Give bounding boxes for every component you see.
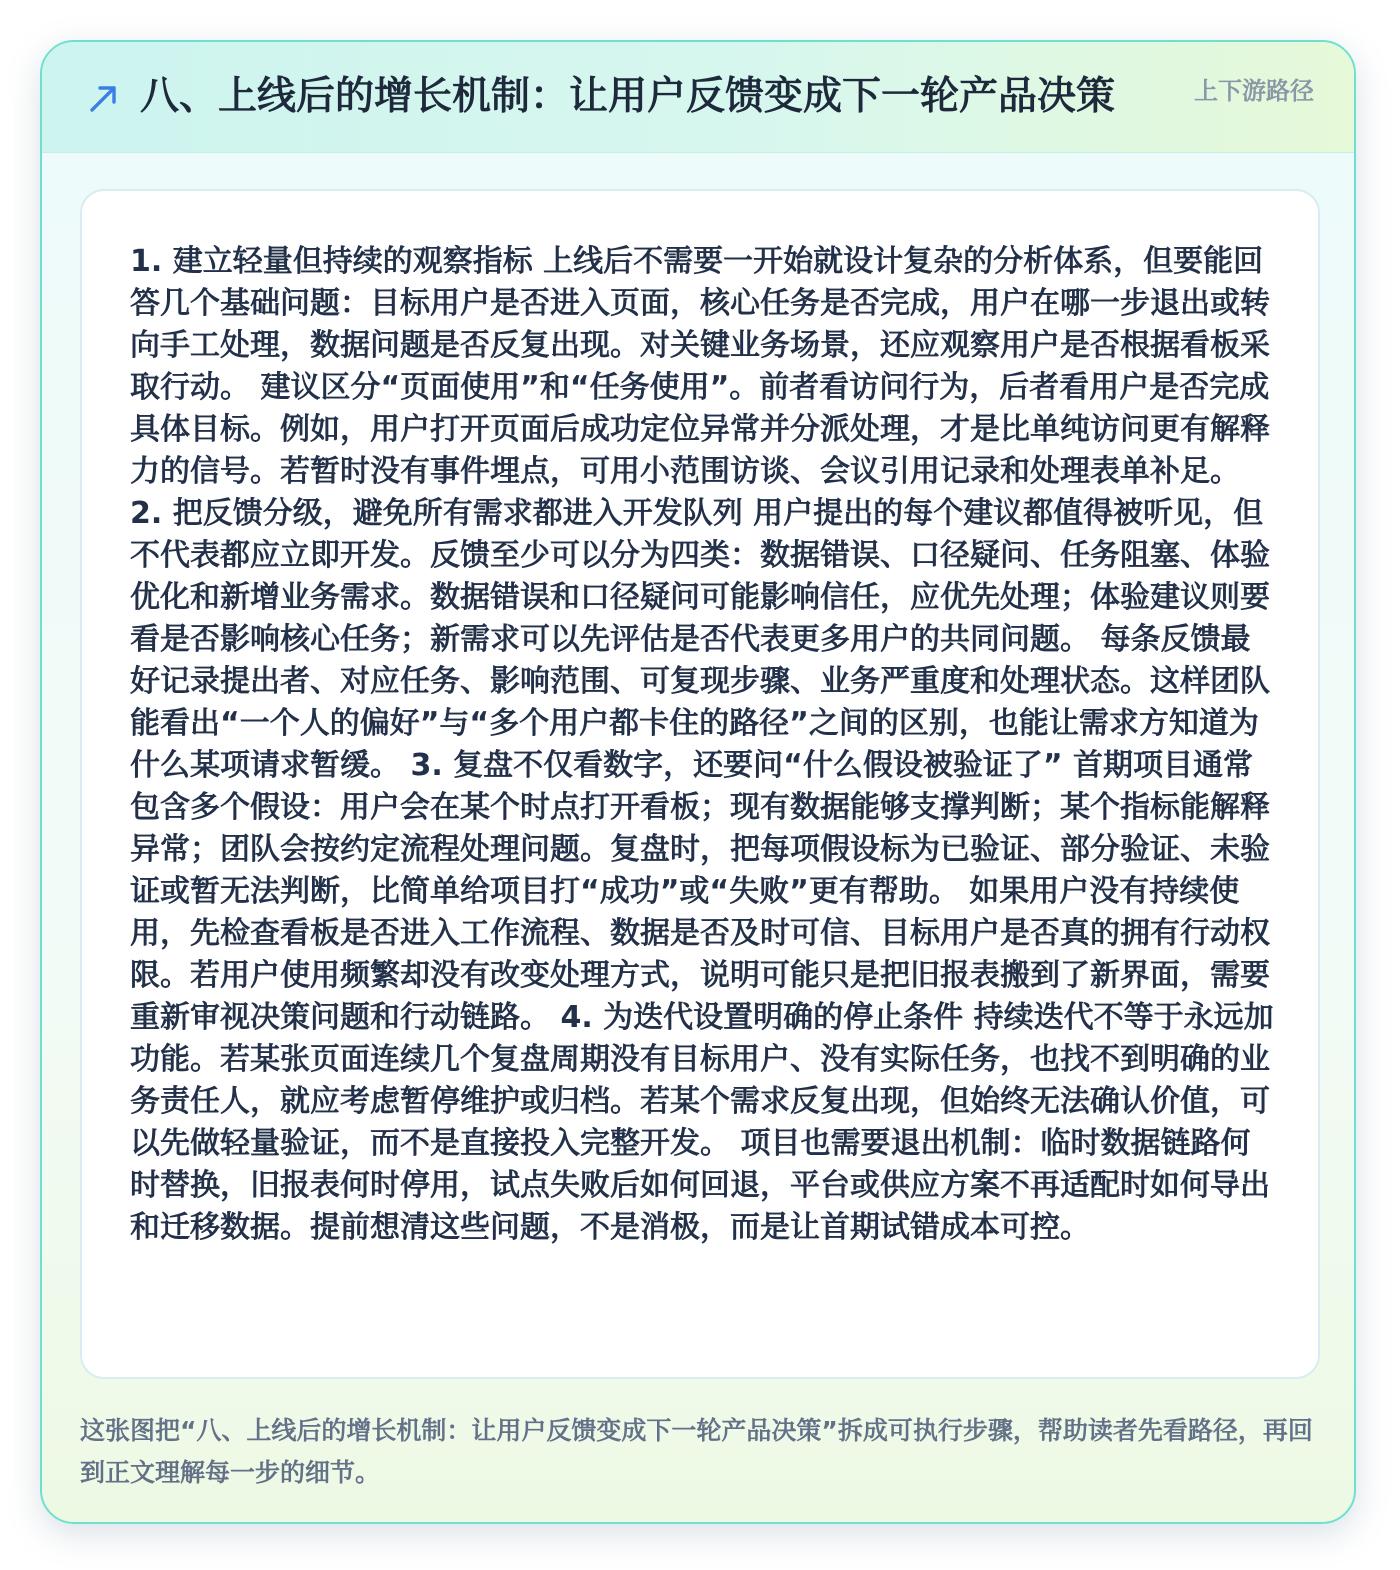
card-header xyxy=(42,42,1354,153)
body-text: 1. 建立轻量但持续的观察指标 上线后不需要一开始就设计复杂的分析体系，但要能回答几个基础问题：目标用户是否进入页面，核心任务是否完成，用户在哪一步退出或转向手工处理，数据问题是否反复出现。对关键业务场景，还应观察用户是否根据看板采取行动。 建议区分“页面使用”和“任务使用”。前者看访问行为，后者看用户是否完成具体目标。例如，用户打开页面后成功定位异常并分派处理，才是比单纯访问更有解释力的信号。若暂时没有事件埋点，可用小范围访谈、会议引用记录和处理表单补足。 2. 把反馈分级，避免所有需求都进入开发队列 用户提出的每个建议都值得被听见，但不代表都应立即开发。反馈至少可以分为四类：数据错误、口径疑问、任务阻塞、体验优化和新增业务需求。数据错误和口径疑问可能影响信任，应优先处理；体验建议则要看是否影响核心任务；新需求可以先评估是否代表更多用户的共同问题。 每条反馈最好记录提出者、对应任务、影响范围、可复现步骤、业务严重度和处理状态。这样团队能看出“一个人的偏好”与“多个用户都卡住的路径”之间的区别，也能让需求方知道为什么某项请求暂缓。 3. 复盘不仅看数字，还要问“什么假设被验证了” 首期项目通常包含多个假设：用户会在某个时点打开看板；现有数据能够支撑判断；某个指标能解释异常；团队会按约定流程处理问题。复盘时，把每项假设标为已验证、部分验证、未验证或暂无法判断，比简单给项目打“成功”或“失败”更有帮助。 如果用户没有持续使用，先检查看板是否进入工作流程、数据是否及时可信、目标用户是否真的拥有行动权限。若用户使用频繁却没有改变处理方式，说明可能只是把旧报表搬到了新界面，需要重新审视决策问题和行动链路。 4. 为迭代设置明确的停止条件 持续迭代不等于永远加功能。若某张页面连续几个复盘周期没有目标用户、没有实际任务，也找不到明确的业务责任人，就应考虑暂停维护或归档。若某个需求反复出现，但始终无法确认价值，可以先做轻量验证，而不是直接投入完整开发。 项目也需要退出机制：临时数据链路何时替换，旧报表何时停用，试点失败后如何回退，平台或供应方案不再适配时如何导出和迁移数据。提前想清这些问题，不是消极，而是让首期试错成本可控。 xyxy=(130,244,1274,1245)
content-panel xyxy=(80,189,1320,1379)
trend-arrow-icon xyxy=(86,80,122,116)
page-title: 八、上线后的增长机制：让用户反馈变成下一轮产品决策 xyxy=(140,74,1116,119)
caption-text: 这张图把“八、上线后的增长机制：让用户反馈变成下一轮产品决策”拆成可执行步骤，帮助读者先看路径，再回到正文理解每一步的细节。 xyxy=(80,1416,1313,1487)
header-tag: 上下游路径 xyxy=(1194,77,1314,105)
article-card xyxy=(40,40,1356,1524)
